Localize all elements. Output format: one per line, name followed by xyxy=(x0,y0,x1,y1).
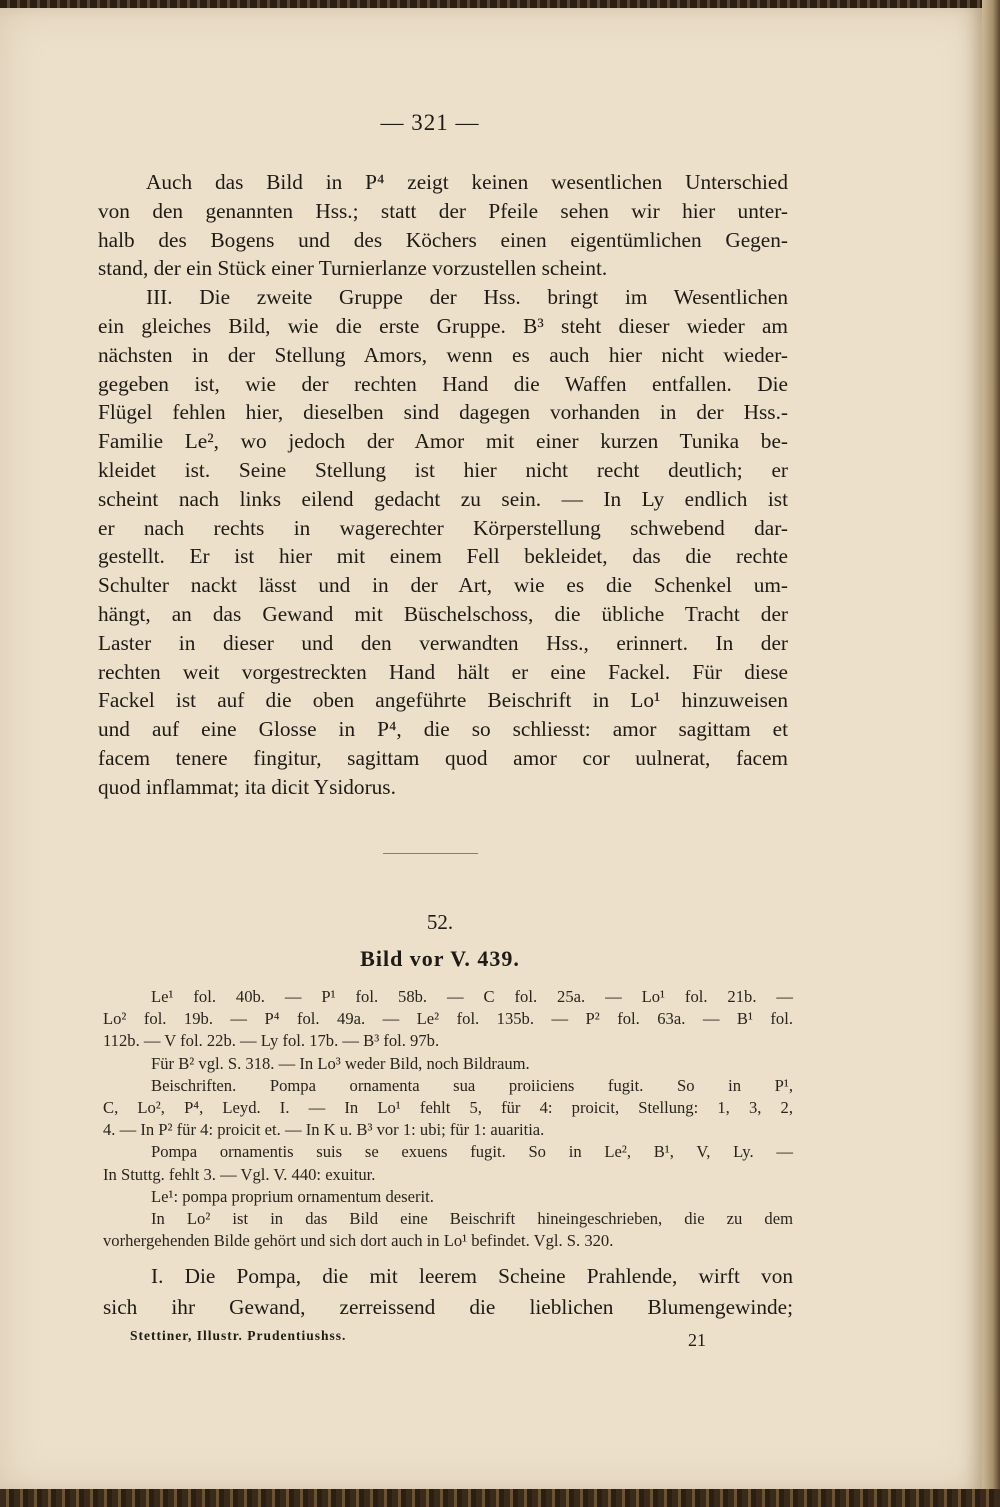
text-line: scheint nach links eilend gedacht zu sein. — In Ly endlich ist xyxy=(98,486,788,511)
note-line: Lo² fol. 19b. — P⁴ fol. 49a. — Le² fol. 135b. — P² fol. 63a. — B¹ fol. xyxy=(103,1009,793,1029)
text-line: kleidet ist. Seine Stellung ist hier nicht recht deutlich; er xyxy=(98,457,788,482)
text-line: stand, der ein Stück einer Turnierlanze vorzustellen scheint. xyxy=(98,256,608,281)
text-line: nächsten in der Stellung Amors, wenn es auch hier nicht wieder- xyxy=(98,342,788,367)
main-paragraphs xyxy=(98,168,788,802)
note-line: Le¹: pompa proprium ornamentum deserit. xyxy=(151,1186,434,1206)
text-line: rechten weit vorgestreckten Hand hält er eine Fackel. Für diese xyxy=(98,659,788,684)
text-line: Schulter nackt lässt und in der Art, wie es die Schenkel um- xyxy=(98,573,788,598)
text-line: er nach rechts in wagerechter Körperstellung schwebend dar- xyxy=(98,515,788,540)
text-line: I. Die Pompa, die mit leerem Scheine Prahlende, wirft von xyxy=(151,1264,793,1288)
text-line: Fackel ist auf die oben angeführte Beischrift in Lo¹ hinzuweisen xyxy=(98,688,788,713)
text-line: hängt, an das Gewand mit Büschelschoss, die übliche Tracht der xyxy=(98,601,788,626)
section-divider xyxy=(383,853,478,854)
text-line: Auch das Bild in P⁴ zeigt keinen wesentlichen Unterschied xyxy=(146,170,788,194)
section-paragraph xyxy=(103,1261,793,1323)
text-line: sich ihr Gewand, zerreissend die lieblichen Blumengewinde; xyxy=(103,1295,793,1319)
note-line: Für B² vgl. S. 318. — In Lo³ weder Bild, noch Bildraum. xyxy=(151,1053,530,1073)
footer-sheet-number: 21 xyxy=(688,1330,706,1350)
book-page xyxy=(0,8,982,1490)
note-line: Le¹ fol. 40b. — P¹ fol. 58b. — C fol. 25a. — Lo¹ fol. 21b. — xyxy=(151,987,793,1006)
text-line: Familie Le², wo jedoch der Amor mit einer kurzen Tunika be- xyxy=(98,429,788,454)
section-title: Bild vor V. 439. xyxy=(360,946,520,971)
section-number: 52. xyxy=(426,910,454,934)
page-number: — 321 — xyxy=(380,110,480,135)
text-line: Flügel fehlen hier, dieselben sind dagegen vorhanden in der Hss.- xyxy=(98,400,788,425)
note-line: Beischriften. Pompa ornamenta sua proiiciens fugit. So in P¹, xyxy=(151,1075,793,1095)
note-line: In Lo² ist in das Bild eine Beischrift hineingeschrieben, die zu dem xyxy=(151,1209,793,1229)
text-line: und auf eine Glosse in P⁴, die so schliesst: amor sagittam et xyxy=(98,717,788,742)
note-line: 112b. — V fol. 22b. — Ly fol. 17b. — B³ fol. 97b. xyxy=(103,1031,440,1051)
note-line: 4. — In P² für 4: proicit et. — In K u. B³ vor 1: ubi; für 1: auaritia. xyxy=(103,1120,545,1140)
text-line: III. Die zweite Gruppe der Hss. bringt im Wesentlichen xyxy=(146,285,788,310)
manuscript-notes xyxy=(103,986,793,1252)
footer-signature: Stettiner, Illustr. Prudentiushss. xyxy=(130,1328,347,1343)
note-line: vorhergehenden Bilde gehört und sich dort auch in Lo¹ befindet. Vgl. S. 320. xyxy=(103,1231,614,1251)
book-edge-right xyxy=(982,0,1000,1507)
note-line: In Stuttg. fehlt 3. — Vgl. V. 440: exuitur. xyxy=(103,1164,376,1184)
text-line: ein gleiches Bild, wie die erste Gruppe. B³ steht dieser wieder am xyxy=(98,313,788,338)
text-line: Laster in dieser und den verwandten Hss., erinnert. In der xyxy=(98,630,788,655)
book-edge-bottom xyxy=(0,1489,1000,1507)
text-line: gegeben ist, wie der rechten Hand die Waffen entfallen. Die xyxy=(98,371,788,396)
text-line: facem tenere fingitur, sagittam quod amor cor uulnerat, facem xyxy=(98,745,788,770)
text-line: gestellt. Er ist hier mit einem Fell bekleidet, das die rechte xyxy=(98,544,788,569)
note-line: Pompa ornamentis suis se exuens fugit. So in Le², B¹, V, Ly. — xyxy=(151,1142,793,1162)
note-line: C, Lo², P⁴, Leyd. I. — In Lo¹ fehlt 5, für 4: proicit, Stellung: 1, 3, 2, xyxy=(103,1098,793,1118)
text-line: von den genannten Hss.; statt der Pfeile sehen wir hier unter- xyxy=(98,198,788,223)
text-line: halb des Bogens und des Köchers einen eigentümlichen Gegen- xyxy=(98,227,788,252)
text-line: quod inflammat; ita dicit Ysidorus. xyxy=(98,774,396,799)
